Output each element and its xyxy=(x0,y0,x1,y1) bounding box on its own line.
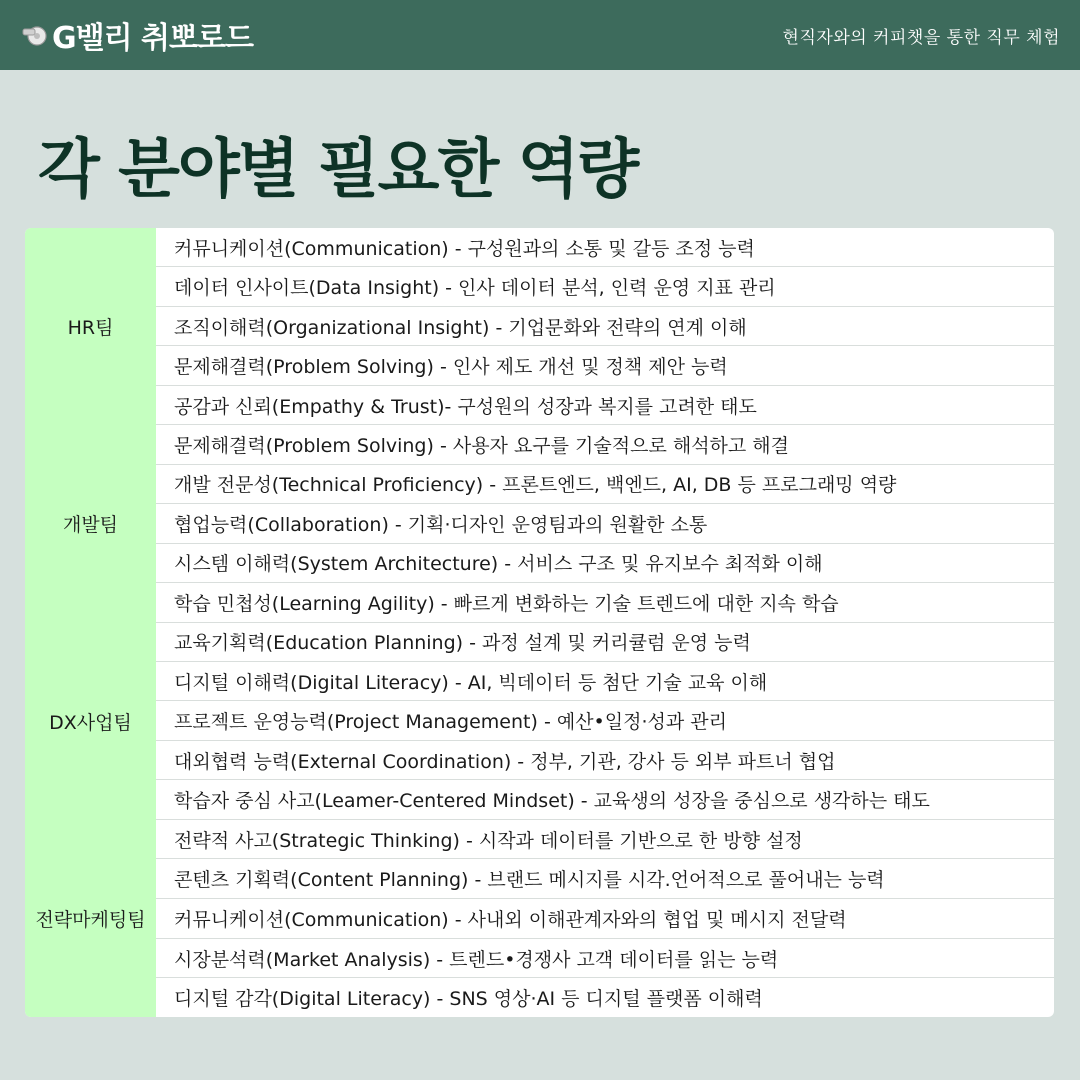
competency-row: 조직이해력(Organizational Insight) - 기업문화와 전략의 연계 이해 xyxy=(156,307,1054,346)
competency-row: 학습자 중심 사고(Leamer-Centered Mindset) - 교육생의 성장을 중심으로 생각하는 태도 xyxy=(156,780,1054,819)
competency-row: 디지털 이해력(Digital Literacy) - AI, 빅데이터 등 첨단 기술 교육 이해 xyxy=(156,662,1054,701)
team-group-hr xyxy=(25,228,1054,425)
team-name: 전략마케팅팀 xyxy=(25,820,156,1017)
competency-row: 문제해결력(Problem Solving) - 사용자 요구를 기술적으로 해석하고 해결 xyxy=(156,425,1054,464)
team-group-dx xyxy=(25,623,1054,820)
competency-row: 문제해결력(Problem Solving) - 인사 제도 개선 및 정책 제안 능력 xyxy=(156,346,1054,385)
competency-row: 협업능력(Collaboration) - 기획·디자인 운영팀과의 원활한 소통 xyxy=(156,504,1054,543)
competency-row: 프로젝트 운영능력(Project Management) - 예산•일정·성과 관리 xyxy=(156,701,1054,740)
competency-row: 커뮤니케이션(Communication) - 구성원과의 소통 및 갈등 조정 능력 xyxy=(156,228,1054,267)
competency-row: 교육기획력(Education Planning) - 과정 설계 및 커리큘럼 운영 능력 xyxy=(156,623,1054,662)
team-name: DX사업팀 xyxy=(25,623,156,820)
competency-table xyxy=(25,228,1054,1017)
competency-row: 개발 전문성(Technical Proficiency) - 프론트엔드, 백엔드, AI, DB 등 프로그래밍 역량 xyxy=(156,465,1054,504)
competency-row: 커뮤니케이션(Communication) - 사내외 이해관계자와의 협업 및 메시지 전달력 xyxy=(156,899,1054,939)
competency-row: 디지털 감각(Digital Literacy) - SNS 영상·AI 등 디지털 플랫폼 이해력 xyxy=(174,988,763,1011)
team-group-marketing xyxy=(25,820,1054,1017)
competency-row: 시스템 이해력(System Architecture) - 서비스 구조 및 유지보수 최적화 이해 xyxy=(156,544,1054,583)
team-name: HR팀 xyxy=(25,228,156,425)
competency-row: 콘텐츠 기획력(Content Planning) - 브랜드 메시지를 시각.언어적으로 풀어내는 능력 xyxy=(156,859,1054,899)
team-group-dev xyxy=(25,425,1054,622)
team-name: 개발팀 xyxy=(25,425,156,622)
whistle-icon xyxy=(20,20,50,50)
competency-row: 데이터 인사이트(Data Insight) - 인사 데이터 분석, 인력 운영 지표 관리 xyxy=(156,267,1054,306)
competency-row: 시장분석력(Market Analysis) - 트렌드•경쟁사 고객 데이터를 읽는 능력 xyxy=(156,939,1054,979)
competency-row: 전략적 사고(Strategic Thinking) - 시작과 데이터를 기반으로 한 방향 설정 xyxy=(156,820,1054,860)
brand-name: G밸리 취뽀로드 xyxy=(52,21,253,56)
tagline: 현직자와의 커피챗을 통한 직무 체험 xyxy=(782,27,1060,48)
competency-row: 공감과 신뢰(Empathy & Trust)- 구성원의 성장과 복지를 고려한 태도 xyxy=(156,386,1054,425)
header-bar xyxy=(0,0,1080,70)
page-title: 각 분야별 필요한 역량 xyxy=(38,133,638,207)
brand xyxy=(20,13,253,57)
competency-row: 대외협력 능력(External Coordination) - 정부, 기관, 강사 등 외부 파트너 협업 xyxy=(156,741,1054,780)
competency-row: 학습 민첩성(Learning Agility) - 빠르게 변화하는 기술 트렌드에 대한 지속 학습 xyxy=(156,583,1054,622)
